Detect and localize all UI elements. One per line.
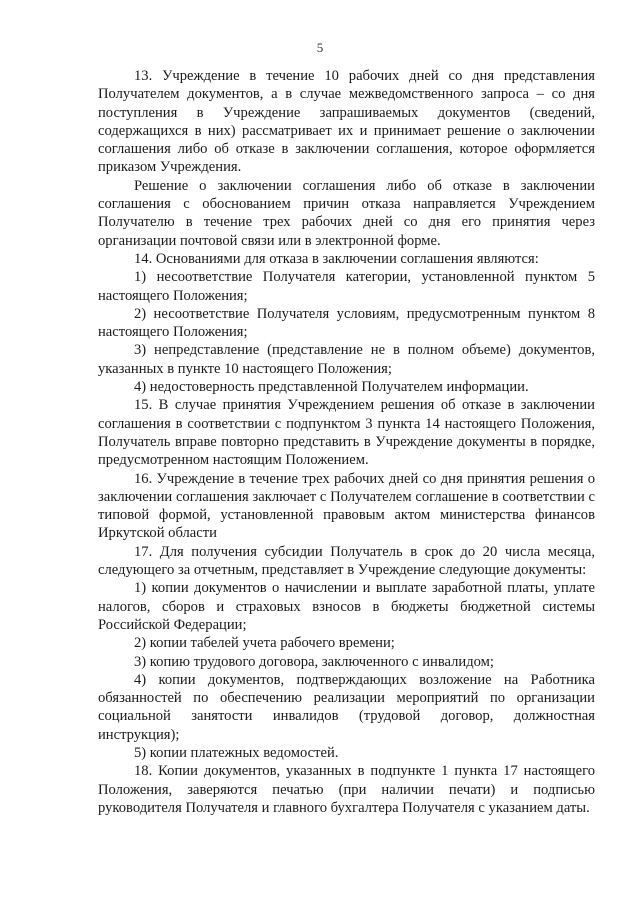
paragraph-17: 17. Для получения субсидии Получатель в срок до 20 числа месяца, следующего за отчетным, представляет в Учреждение следующие документы:: [98, 543, 595, 579]
paragraph-17-item-2: 2) копии табелей учета рабочего времени;: [134, 635, 395, 652]
paragraph-17-item-4: 4) копии документов, подтверждающих возложение на Работника обязанностей по обеспечению реализации мероприятий по организации социальной занятости инвалидов (трудовой договор, должностная инструкция);: [98, 671, 595, 743]
paragraph-17-item-3: 3) копию трудового договора, заключенного с инвалидом;: [134, 653, 494, 670]
paragraph-14-item-1: 1) несоответствие Получателя категории, установленной пунктом 5 настоящего Положения;: [98, 269, 595, 304]
paragraph-17-item-1: 1) копии документов о начислении и выплате заработной платы, уплате налогов, сборов и страховых взносов в бюджеты бюджетной системы Российской Федерации;: [98, 580, 595, 633]
paragraph-18: 18. Копии документов, указанных в подпункте 1 пункта 17 настоящего Положения, заверяются печатью (при наличии печати) и подписью руководителя Получателя и главного бухгалтера Получателя с указанием даты.: [98, 763, 595, 816]
document-body: [98, 67, 595, 817]
paragraph-17-item-5: 5) копии платежных ведомостей.: [134, 744, 339, 761]
paragraph-15: 15. В случае принятия Учреждением решения об отказе в заключении соглашения в соответствии с подпунктом 3 пункта 14 настоящего Положения, Получатель вправе повторно представить в Учреждение документы в порядке, предусмотренном настоящим Положением.: [98, 397, 595, 469]
paragraph-13: 13. Учреждение в течение 10 рабочих дней со дня представления Получателем документов, а в случае межведомственного запроса – со дня поступления в Учреждение запрашиваемых документов (сведений, содержащихся в них) рассматривает их и принимает решение о заключении соглашения либо об отказе в заключении соглашения, которое оформляется приказом Учреждения.: [98, 68, 595, 176]
paragraph-14: 14. Основаниями для отказа в заключении соглашения являются:: [134, 250, 539, 267]
paragraph-14-item-4: 4) недостоверность представленной Получателем информации.: [134, 379, 529, 396]
page-number: 5: [316, 40, 324, 55]
paragraph-14-item-2: 2) несоответствие Получателя условиям, предусмотренным пунктом 8 настоящего Положения;: [98, 305, 595, 341]
paragraph-16: 16. Учреждение в течение трех рабочих дней со дня принятия решения о заключении соглашения заключает с Получателем соглашение в соответствии с типовой формой, установленной правовым актом министерства финансов Иркутской области: [98, 470, 595, 542]
paragraph-14-item-3: 3) непредставление (представление не в полном объеме) документов, указанных в пункте 10 настоящего Положения;: [98, 342, 595, 377]
paragraph-decision-notice: Решение о заключении соглашения либо об отказе в заключении соглашения с обоснованием причин отказа направляется Учреждением Получателю в течение трех рабочих дней со дня его принятия через организации почтовой связи или в электронной форме.: [98, 177, 595, 249]
